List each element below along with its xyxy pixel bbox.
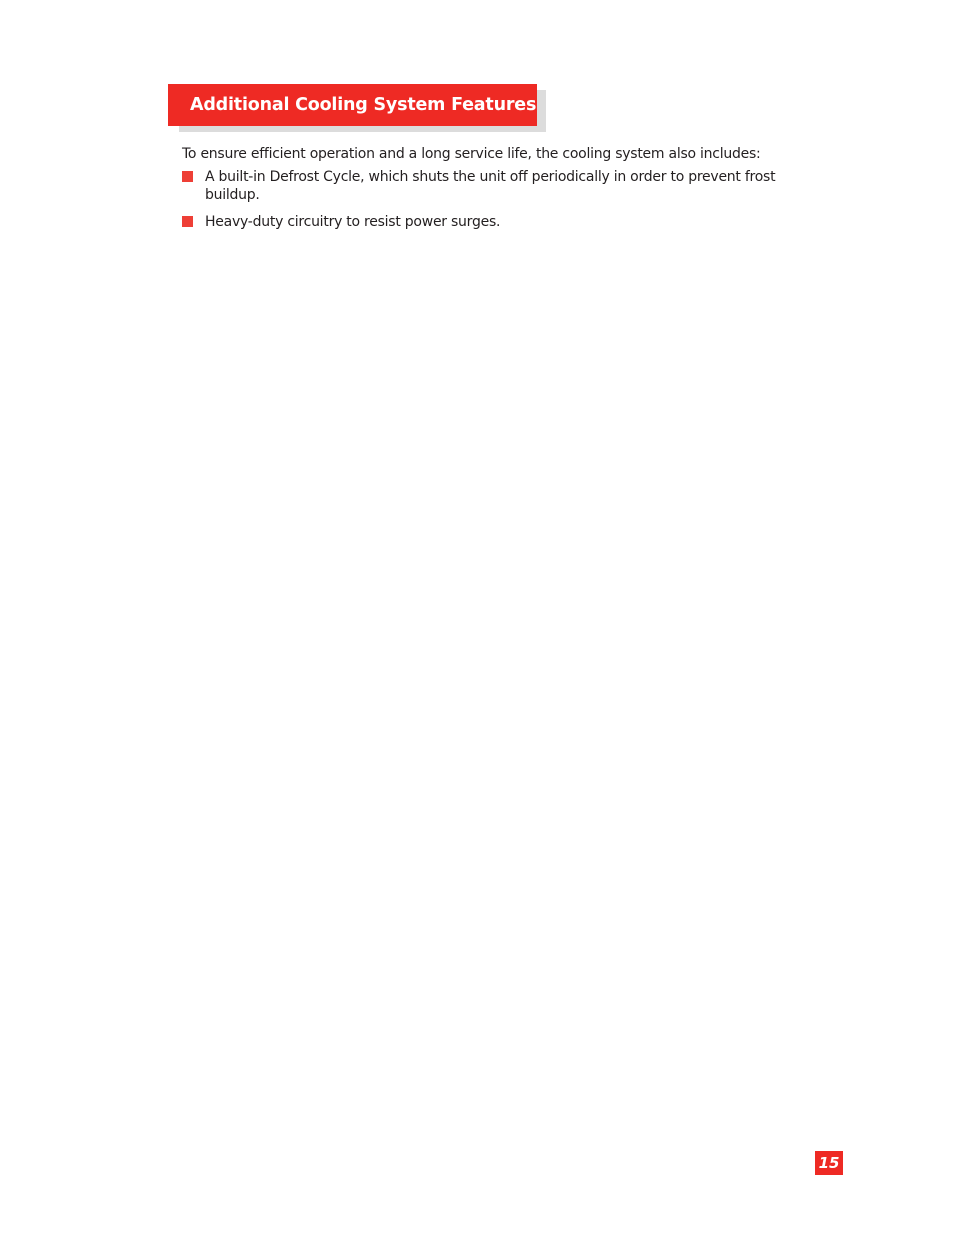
section-title: Additional Cooling System Features xyxy=(190,95,537,115)
square-bullet-icon xyxy=(182,171,193,182)
list-item xyxy=(182,213,812,231)
list-item-text: Heavy-duty circuitry to resist power surges. xyxy=(205,214,501,230)
page-number: 15 xyxy=(815,1151,843,1175)
section-header xyxy=(168,84,537,126)
section-header-bar xyxy=(168,84,537,126)
list-item xyxy=(182,168,812,204)
list-item-text: A built-in Defrost Cycle, which shuts the unit off periodically in order to prevent frost buildup. xyxy=(205,169,776,203)
section-body xyxy=(182,144,812,240)
feature-list xyxy=(182,168,812,231)
intro-paragraph: To ensure efficient operation and a long service life, the cooling system also includes: xyxy=(182,146,761,162)
square-bullet-icon xyxy=(182,216,193,227)
